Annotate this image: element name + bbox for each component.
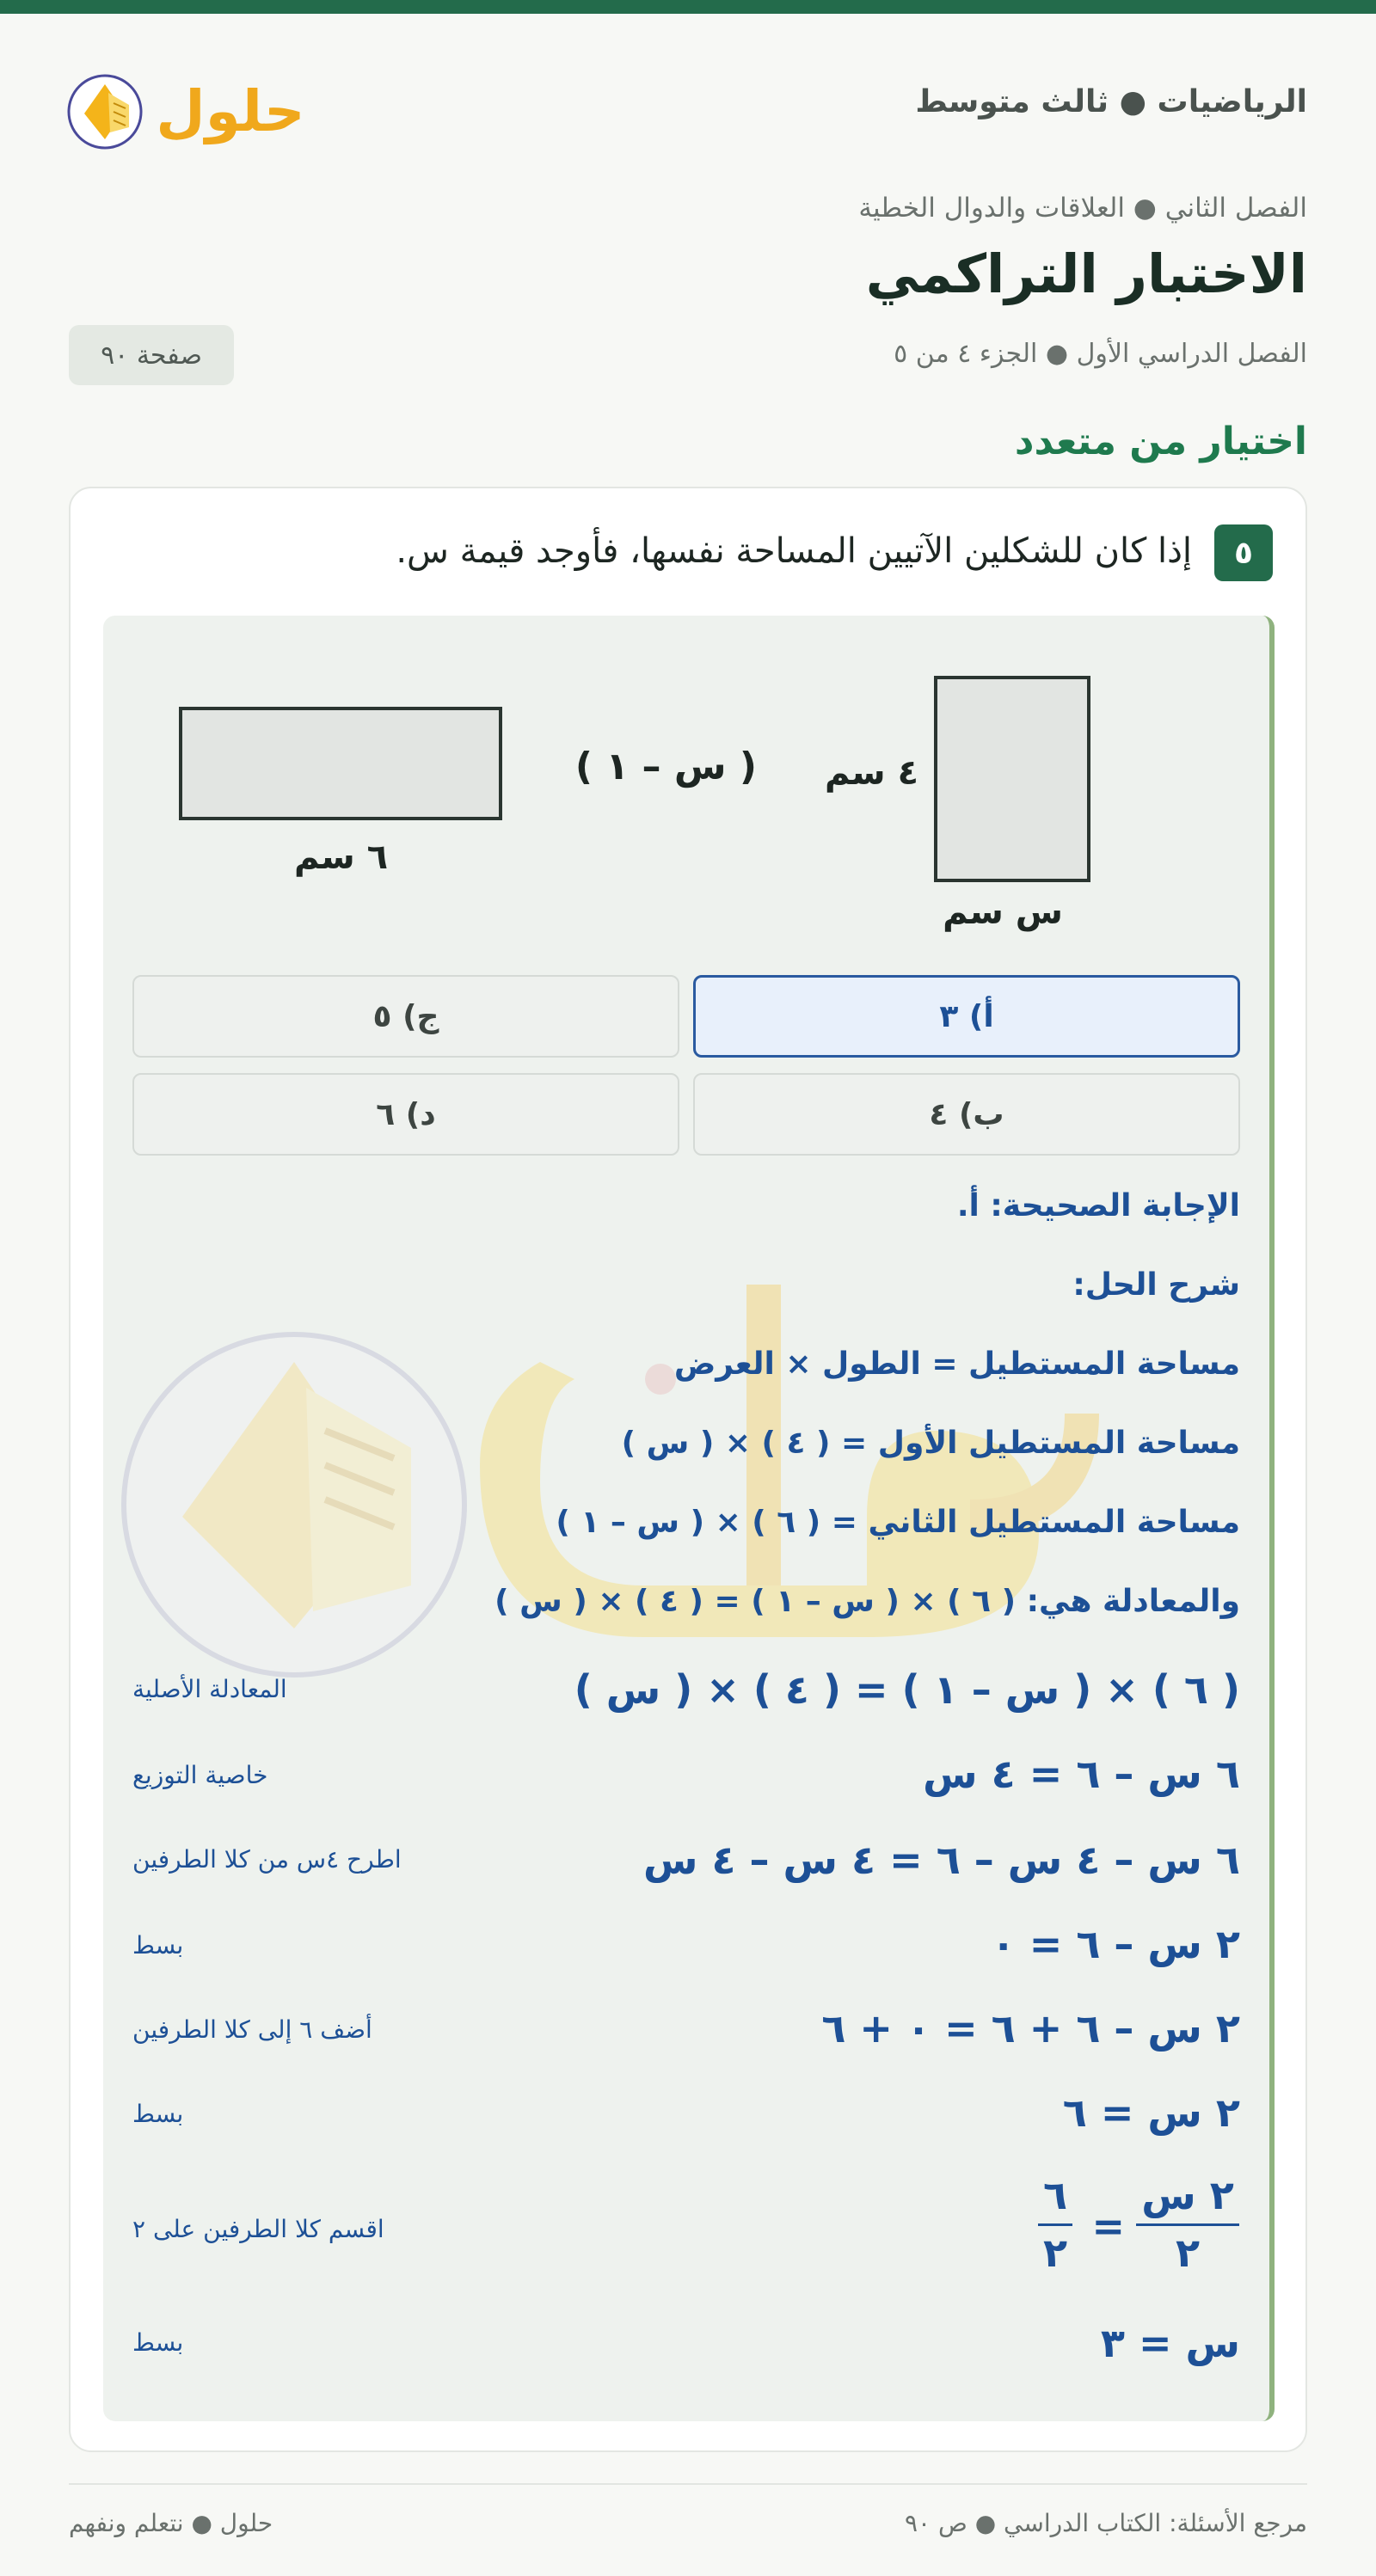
step-note: المعادلة الأصلية (132, 1675, 287, 1703)
solution-line: مساحة المستطيل = الطول × العرض (673, 1346, 1240, 1382)
rect1-height-label: ٤ سم (824, 753, 918, 793)
hulul-logo[interactable] (67, 53, 325, 156)
section-title: اختيار من متعدد (1014, 420, 1307, 463)
equals-sign: = (1091, 2203, 1125, 2249)
fraction-left (1135, 2172, 1240, 2276)
step-note: اطرح ٤س من كلا الطرفين (132, 1845, 402, 1874)
step-equation: ٢ س – ٦ = ٠ (991, 1921, 1240, 1967)
page-title: الاختبار التراكمي (865, 242, 1307, 305)
option-b[interactable]: ب) ٤ (693, 1073, 1240, 1156)
question-text: إذا كان للشكلين الآتيين المساحة نفسها، فأوجد قيمة س. (396, 531, 1192, 571)
rectangle-two (179, 707, 502, 820)
step-equation: ٢ س – ٦ + ٦ = ٠ + ٦ (821, 2005, 1240, 2052)
step-note: بسط (132, 1931, 184, 1960)
footer-divider (69, 2483, 1307, 2485)
term-part-label: الفصل الدراسي الأول ● الجزء ٤ من ٥ (894, 339, 1307, 369)
solution-line: والمعادلة هي: ( ٦ ) × ( س – ١ ) = ( ٤ ) × ( س ) (494, 1584, 1240, 1619)
chapter-label: الفصل الثاني ● العلاقات والدوال الخطية (858, 193, 1307, 224)
option-a[interactable]: أ) ٣ (693, 975, 1240, 1058)
step-equation: ( ٦ ) × ( س – ١ ) = ( ٤ ) × ( س ) (574, 1666, 1240, 1713)
step-note: بسط (132, 2100, 184, 2128)
step-note: أضف ٦ إلى كلا الطرفين (132, 2015, 372, 2044)
footer-source: مرجع الأسئلة: الكتاب الدراسي ● ص ٩٠ (904, 2509, 1307, 2537)
step-note: بسط (132, 2328, 184, 2357)
step-equation: ٦ س – ٦ = ٤ س (923, 1751, 1240, 1797)
fraction-denominator: ٢ (1175, 2229, 1201, 2276)
logo-wordmark: حلول (156, 78, 305, 144)
fraction-numerator: ٢ س (1136, 2172, 1239, 2226)
option-c[interactable]: ج) ٥ (132, 975, 679, 1058)
division-step (1017, 2172, 1240, 2292)
solution-line: مساحة المستطيل الأول = ( ٤ ) × ( س ) (621, 1426, 1240, 1461)
fraction-numerator: ٦ (1038, 2172, 1072, 2226)
step-note: اقسم كلا الطرفين على ٢ (132, 2215, 384, 2243)
step-equation: ٦ س – ٤ س – ٦ = ٤ س – ٤ س (642, 1837, 1240, 1883)
step-equation: س = ٣ (1100, 2320, 1240, 2366)
rectangle-one (934, 676, 1090, 882)
footer-brand[interactable]: حلول ● نتعلم ونفهم (69, 2509, 273, 2537)
page-number-badge: صفحة ٩٠ (69, 325, 234, 385)
step-equation: ٢ س = ٦ (1062, 2089, 1240, 2136)
solution-line: مساحة المستطيل الثاني = ( ٦ ) × ( س – ١ ) (556, 1505, 1240, 1540)
solution-heading: شرح الحل: (1072, 1267, 1240, 1303)
rect1-width-label: س سم (943, 892, 1063, 932)
question-card (69, 487, 1307, 2452)
step-note: خاصية التوزيع (132, 1761, 268, 1789)
subject-grade: الرياضيات ● ثالث متوسط (915, 84, 1307, 120)
fraction-denominator: ٢ (1042, 2229, 1068, 2276)
question-number-badge: ٥ (1214, 524, 1273, 581)
top-accent-bar (0, 0, 1376, 14)
correct-answer: الإجابة الصحيحة: أ. (956, 1188, 1240, 1224)
rect2-height-label: ( س – ١ ) (574, 745, 757, 788)
fraction-right (1030, 2172, 1080, 2276)
question-body (103, 616, 1275, 2421)
rect2-width-label: ٦ سم (294, 837, 389, 877)
option-d[interactable]: د) ٦ (132, 1073, 679, 1156)
